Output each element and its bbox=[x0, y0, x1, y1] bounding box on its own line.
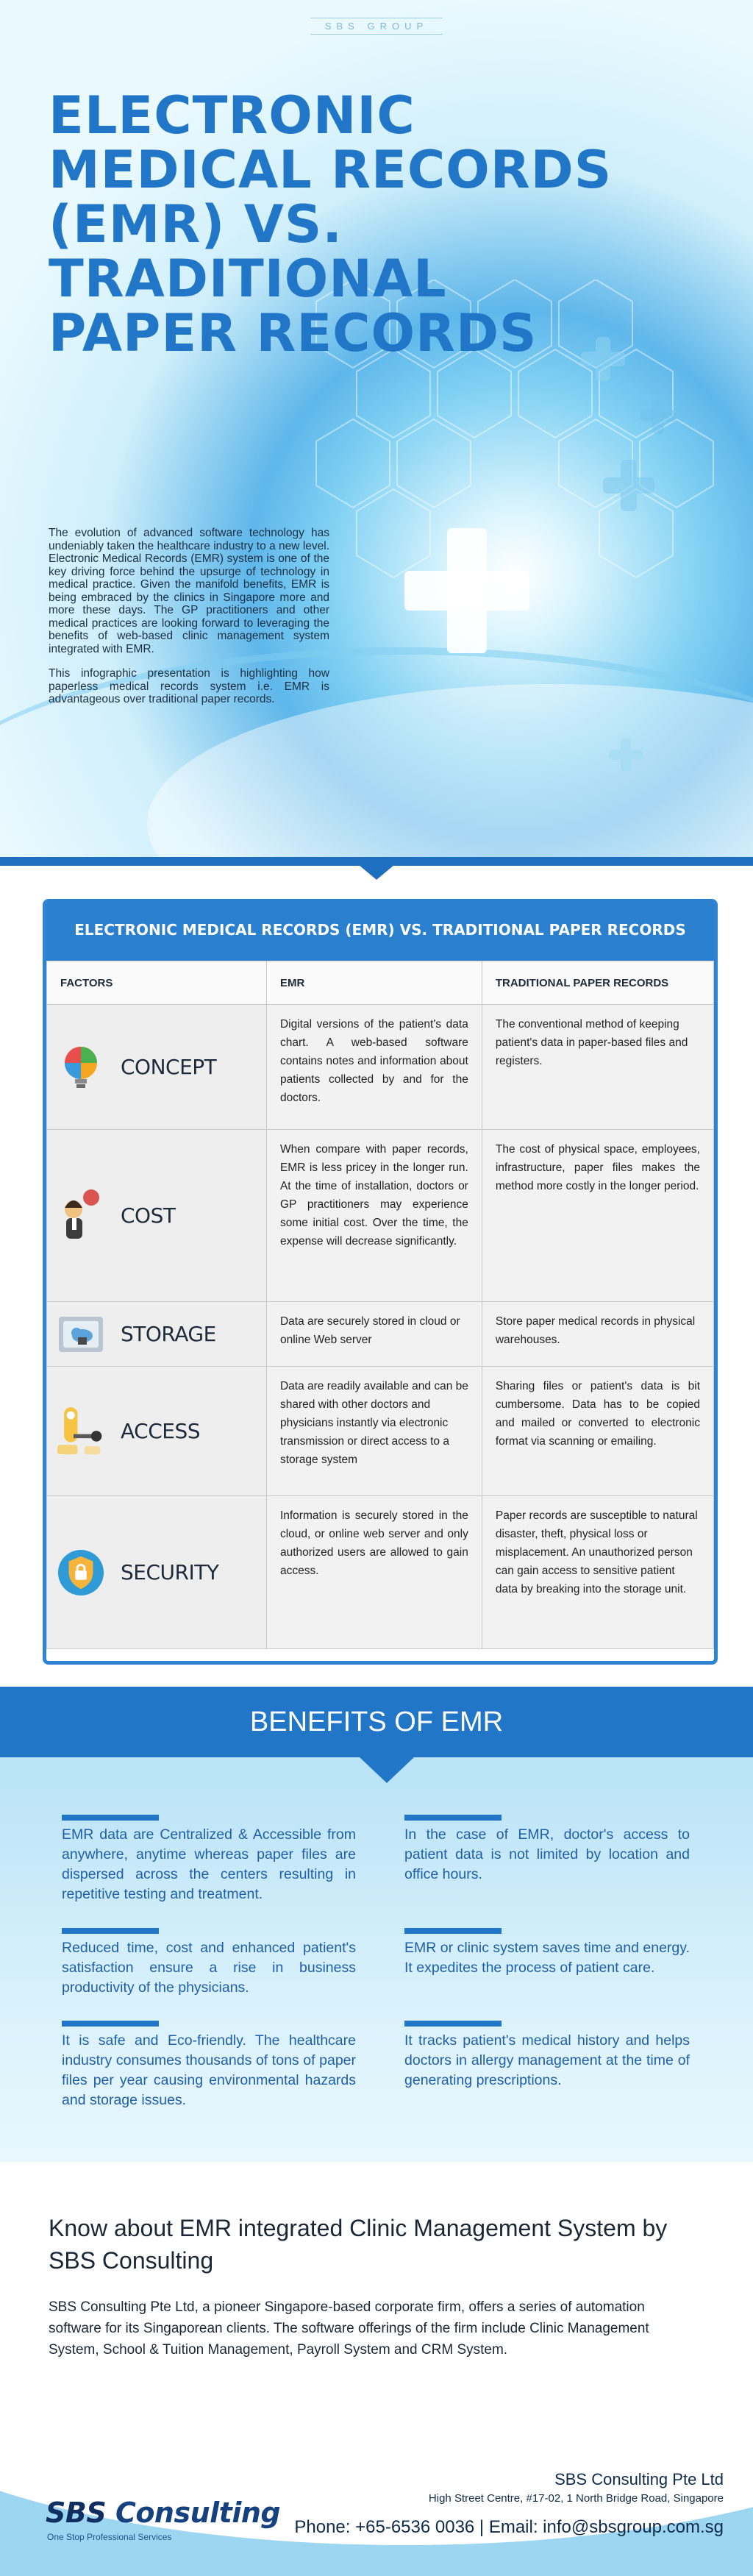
table-header-row bbox=[47, 961, 714, 1005]
logo-tagline: One Stop Professional Services bbox=[47, 2532, 172, 2542]
benefits-notch bbox=[359, 1757, 415, 1783]
table-row bbox=[47, 1496, 714, 1649]
benefits-heading: BENEFITS OF EMR bbox=[0, 1687, 753, 1757]
emr-cell: When compare with paper records, EMR is less pricey in the longer run. At the time of installation, doctors or GP practitioners may experience some initial cost. Over the time, the expense will decrease significantly. bbox=[266, 1130, 482, 1302]
benefit-text: Reduced time, cost and enhanced patient's satisfaction ensure a rise in business productivity of the physicians. bbox=[62, 1940, 356, 1996]
benefit-accent-bar bbox=[62, 2021, 159, 2027]
cloud-storage-icon bbox=[57, 1311, 104, 1358]
benefit-item bbox=[62, 1815, 356, 1904]
emr-cell: Data are securely stored in cloud or online Web server bbox=[266, 1302, 482, 1367]
table-row bbox=[47, 1005, 714, 1130]
benefit-accent-bar bbox=[404, 2021, 502, 2027]
comparison-table-card bbox=[43, 899, 718, 1665]
table-row bbox=[47, 1130, 714, 1302]
intro-paragraph: This infographic presentation is highlighting how paperless medical records system i.e. EMR is advantageous over traditional paper records. bbox=[49, 667, 329, 705]
lightbulb-icon bbox=[57, 1044, 104, 1091]
column-header-paper: TRADITIONAL PAPER RECORDS bbox=[482, 961, 713, 1005]
factor-cell bbox=[47, 1302, 267, 1367]
comparison-table bbox=[46, 961, 714, 1649]
emr-cell: Data are readily available and can be shared with other doctors and physicians instantly via electronic transmission or direct access to a storage system bbox=[266, 1367, 482, 1496]
money-bag-icon bbox=[57, 1192, 104, 1239]
factor-label: ACCESS bbox=[121, 1419, 201, 1443]
paper-cell: The cost of physical space, employees, infrastructure, paper files makes the method more costly in the longer period. bbox=[482, 1130, 713, 1302]
benefit-item bbox=[404, 1815, 690, 1885]
benefit-text: EMR data are Centralized & Accessible from anywhere, anytime whereas paper files are dispersed across the centers resulting in repetitive testing and treatment. bbox=[62, 1826, 356, 1902]
factor-label: SECURITY bbox=[121, 1560, 219, 1584]
emr-cell: Digital versions of the patient's data chart. A web-based software contains notes and information about patients collected by and for the doctors. bbox=[266, 1005, 482, 1130]
factor-cell bbox=[47, 1005, 267, 1130]
paper-cell: The conventional method of keeping patient's data in paper-based files and registers. bbox=[482, 1005, 713, 1130]
intro-paragraph: The evolution of advanced software technology has undeniably taken the healthcare industry to a new level. Electronic Medical Records (EMR) system is one of the key driving force behind the upsurge of technology in medical practice. Given the manifold benefits, EMR is being embraced by the clinics in Singapore more and more these days. The GP practitioners and other medical practices are looking forward to leveraging the benefits of web-based clinic management system integrated with EMR. bbox=[49, 527, 329, 655]
medical-cross-small bbox=[603, 460, 654, 511]
medical-cross-large bbox=[404, 528, 529, 653]
benefit-accent-bar bbox=[62, 1815, 159, 1821]
about-heading: Know about EMR integrated Clinic Management System by SBS Consulting bbox=[49, 2215, 668, 2274]
about-body: SBS Consulting Pte Ltd, a pioneer Singapore-based corporate firm, offers a series of automation software for its Singaporean clients. The software offerings of the firm include Clinic Management System, School & Tuition Management, Payroll System and CRM System. bbox=[49, 2299, 649, 2358]
factor-label: CONCEPT bbox=[121, 1055, 217, 1079]
emr-cell: Information is securely stored in the cloud, or online web server and only authorized users are allowed to gain access. bbox=[266, 1496, 482, 1649]
footer bbox=[0, 2427, 753, 2576]
footer-address: High Street Centre, #17-02, 1 North Bridge Road, Singapore bbox=[428, 2492, 724, 2505]
factor-cell bbox=[47, 1496, 267, 1649]
column-header-emr: EMR bbox=[266, 961, 482, 1005]
benefit-text: EMR or clinic system saves time and energy. It expedites the process of patient care. bbox=[404, 1940, 690, 1976]
intro-text bbox=[49, 527, 329, 718]
key-access-icon bbox=[57, 1408, 104, 1455]
factor-cell bbox=[47, 1130, 267, 1302]
divider-notch bbox=[359, 865, 394, 880]
benefit-accent-bar bbox=[62, 1928, 159, 1934]
factor-cell bbox=[47, 1367, 267, 1496]
footer-contact: Phone: +65-6536 0036 | Email: info@sbsgroup.com.sg bbox=[294, 2517, 724, 2537]
benefit-accent-bar bbox=[404, 1815, 502, 1821]
benefit-text: It tracks patient's medical history and helps doctors in allergy management at the time of generating prescriptions. bbox=[404, 2032, 690, 2088]
table-row bbox=[47, 1367, 714, 1496]
brand-label: SBS GROUP bbox=[310, 18, 443, 35]
benefit-item bbox=[62, 2021, 356, 2110]
column-header-factors: FACTORS bbox=[47, 961, 267, 1005]
table-row bbox=[47, 1302, 714, 1367]
medical-cross-small bbox=[609, 738, 643, 772]
shield-lock-icon bbox=[57, 1549, 104, 1596]
company-logo bbox=[46, 2497, 280, 2529]
footer-company-name: SBS Consulting Pte Ltd bbox=[554, 2470, 724, 2488]
benefit-accent-bar bbox=[404, 1928, 502, 1934]
factor-label: STORAGE bbox=[121, 1322, 216, 1346]
paper-cell: Sharing files or patient's data is bit cumbersome. Data has to be copied and mailed or converted to electronic format via scanning or emailing. bbox=[482, 1367, 713, 1496]
benefit-item bbox=[62, 1928, 356, 1998]
benefit-item bbox=[404, 1928, 690, 1978]
medical-cross-small bbox=[640, 397, 677, 434]
benefit-text: In the case of EMR, doctor's access to patient data is not limited by location and office hours. bbox=[404, 1826, 690, 1882]
logo-consulting: Consulting bbox=[115, 2497, 281, 2529]
paper-cell: Store paper medical records in physical warehouses. bbox=[482, 1302, 713, 1367]
factor-label: COST bbox=[121, 1203, 176, 1228]
comparison-table-title: ELECTRONIC MEDICAL RECORDS (EMR) VS. TRADITIONAL PAPER RECORDS bbox=[46, 899, 714, 961]
hero-section bbox=[0, 0, 753, 861]
benefits-section bbox=[0, 1757, 753, 2162]
page-title: ELECTRONIC MEDICAL RECORDS (EMR) VS. TRADITIONAL PAPER RECORDS bbox=[49, 85, 613, 363]
about-section bbox=[0, 2162, 753, 2456]
logo-sbs: SBS bbox=[46, 2497, 107, 2529]
paper-cell: Paper records are susceptible to natural disaster, theft, physical loss or misplacement. An unauthorized person can gain access to sensitive patient data by breaking into the storage unit. bbox=[482, 1496, 713, 1649]
benefit-text: It is safe and Eco-friendly. The healthcare industry consumes thousands of tons of paper files per year causing environmental hazards and storage issues. bbox=[62, 2032, 356, 2108]
benefit-item bbox=[404, 2021, 690, 2091]
